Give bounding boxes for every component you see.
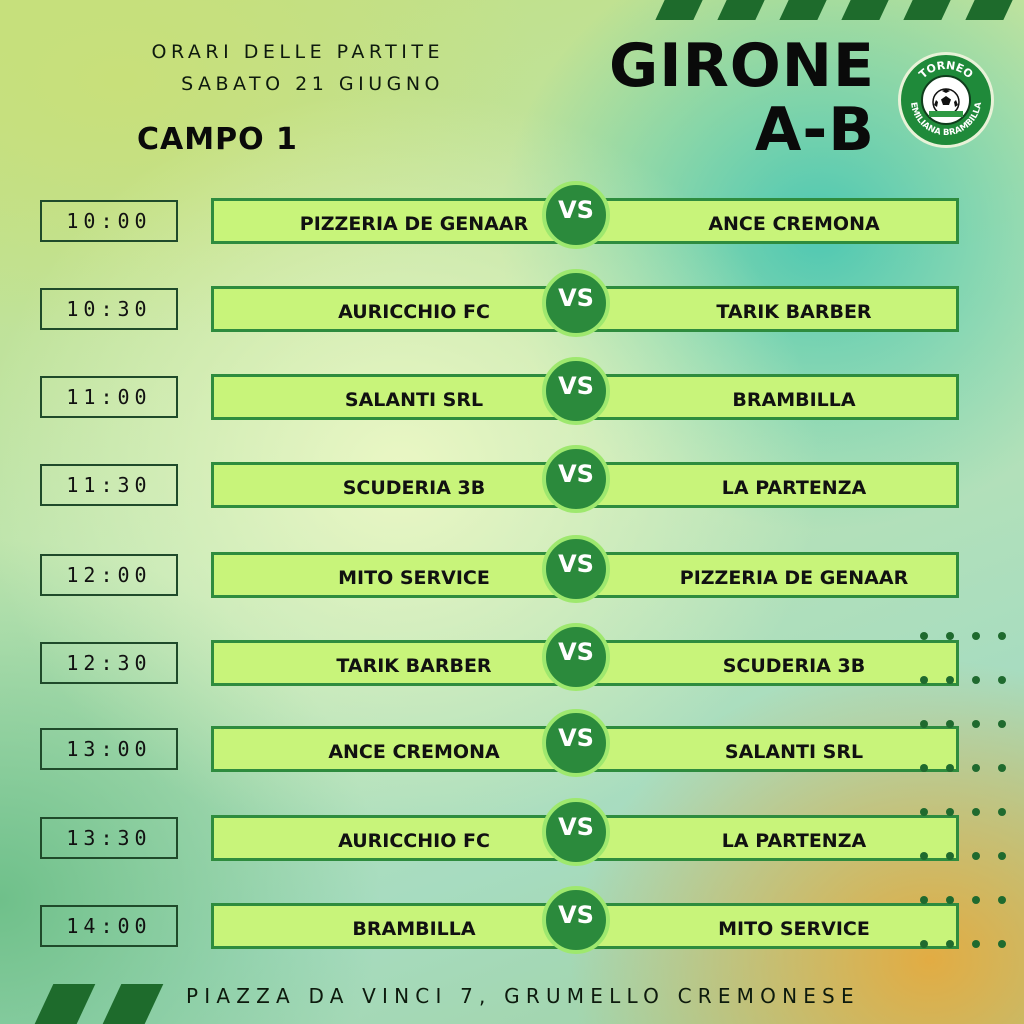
away-team: SCUDERIA 3B — [722, 655, 866, 677]
home-team: SALANTI SRL — [344, 389, 484, 411]
vs-badge: VS — [542, 357, 610, 425]
vs-badge: VS — [542, 445, 610, 513]
vs-badge: VS — [542, 269, 610, 337]
girone-line-2: A-B — [754, 95, 875, 165]
away-team: LA PARTENZA — [721, 477, 867, 499]
away-team: SALANTI SRL — [724, 741, 864, 763]
away-team: PIZZERIA DE GENAAR — [679, 567, 909, 589]
logo-text-top: TORNEO — [916, 58, 976, 82]
header-line-1: ORARI DELLE PARTITE — [151, 41, 444, 63]
match-row — [0, 815, 1024, 865]
header-titles — [34, 36, 444, 100]
campo-label: CAMPO 1 — [137, 122, 298, 157]
vs-badge: VS — [542, 709, 610, 777]
vs-badge: VS — [542, 886, 610, 954]
match-row — [0, 552, 1024, 602]
away-team: BRAMBILLA — [732, 389, 856, 411]
vs-badge: VS — [542, 181, 610, 249]
match-row — [0, 726, 1024, 776]
match-time: 14:00 — [40, 905, 178, 947]
tournament-logo — [898, 52, 994, 148]
away-team: LA PARTENZA — [721, 830, 867, 852]
home-team: PIZZERIA DE GENAAR — [299, 213, 529, 235]
match-row — [0, 640, 1024, 690]
away-team: MITO SERVICE — [718, 918, 870, 940]
match-row — [0, 198, 1024, 248]
match-row — [0, 374, 1024, 424]
logo-text-bottom: EMILIANA BRAMBILLA — [908, 101, 985, 139]
home-team: BRAMBILLA — [352, 918, 476, 940]
vs-badge: VS — [542, 623, 610, 691]
match-time: 10:30 — [40, 288, 178, 330]
vs-badge: VS — [542, 798, 610, 866]
match-time: 12:00 — [40, 554, 178, 596]
match-time: 11:30 — [40, 464, 178, 506]
match-time: 13:00 — [40, 728, 178, 770]
match-row — [0, 462, 1024, 512]
match-time: 12:30 — [40, 642, 178, 684]
home-team: TARIK BARBER — [336, 655, 492, 677]
vs-badge: VS — [542, 535, 610, 603]
match-row — [0, 286, 1024, 336]
home-team: MITO SERVICE — [338, 567, 490, 589]
home-team: ANCE CREMONA — [328, 741, 500, 763]
header-line-2: SABATO 21 GIUGNO — [181, 73, 444, 95]
match-time: 13:30 — [40, 817, 178, 859]
decorative-dots — [920, 632, 1010, 952]
away-team: TARIK BARBER — [716, 301, 872, 323]
match-row — [0, 903, 1024, 953]
home-team: AURICCHIO FC — [338, 301, 490, 323]
match-time: 10:00 — [40, 200, 178, 242]
logo-emblem — [901, 55, 991, 145]
girone-line-1: GIRONE — [609, 31, 875, 101]
home-team: SCUDERIA 3B — [342, 477, 486, 499]
match-time: 11:00 — [40, 376, 178, 418]
girone-title — [520, 31, 875, 165]
away-team: ANCE CREMONA — [708, 213, 880, 235]
home-team: AURICCHIO FC — [338, 830, 490, 852]
venue-address: PIAZZA DA VINCI 7, GRUMELLO CREMONESE — [186, 984, 860, 1008]
